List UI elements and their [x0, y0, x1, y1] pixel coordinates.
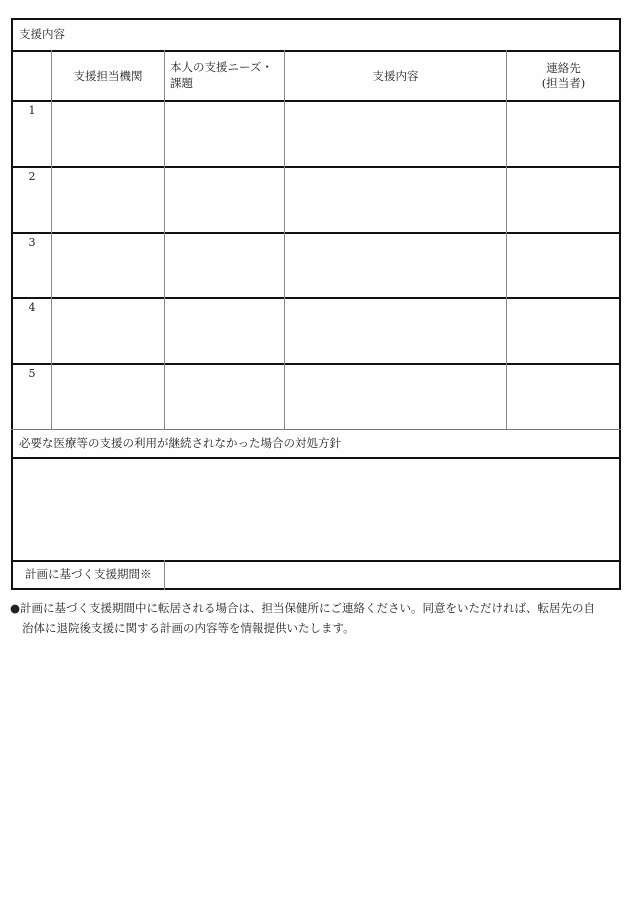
- cell-needs[interactable]: [166, 168, 283, 231]
- cell-agency[interactable]: [53, 168, 163, 231]
- cell-needs[interactable]: [166, 299, 283, 362]
- footnote: [10, 598, 622, 638]
- cell-needs[interactable]: [166, 365, 283, 428]
- cell-needs[interactable]: [166, 102, 283, 165]
- column-divider: [164, 560, 165, 590]
- header-needs-line1: 本人の支援ニーズ・: [170, 60, 273, 74]
- cell-agency[interactable]: [53, 299, 163, 362]
- row-number: 4: [28, 301, 36, 314]
- column-divider: [506, 50, 507, 429]
- footnote-line1: 計画に基づく支援期間中に転居される場合は、担当保健所にご連絡ください。同意をいただければ、転居先の自: [20, 601, 596, 615]
- header-content: 支援内容: [372, 69, 419, 83]
- period-field[interactable]: [166, 562, 619, 588]
- cell-content[interactable]: [286, 299, 505, 362]
- cell-needs[interactable]: [166, 234, 283, 296]
- divider: [11, 429, 621, 430]
- row-number: 1: [28, 104, 36, 117]
- cell-content[interactable]: [286, 102, 505, 165]
- header-contact-line1: 連絡先: [546, 61, 581, 75]
- cell-agency[interactable]: [53, 102, 163, 165]
- row-number: 5: [28, 367, 36, 380]
- header-contact-line2: (担当者): [541, 76, 586, 90]
- cell-content[interactable]: [286, 168, 505, 231]
- policy-label: 必要な医療等の支援の利用が継続されなかった場合の対処方針: [19, 436, 341, 450]
- column-divider: [164, 50, 165, 429]
- header-needs-line2: 課題: [170, 76, 193, 90]
- cell-agency[interactable]: [53, 234, 163, 296]
- cell-contact[interactable]: [508, 299, 619, 362]
- cell-contact[interactable]: [508, 102, 619, 165]
- column-divider: [284, 50, 285, 429]
- cell-contact[interactable]: [508, 234, 619, 296]
- row-number: 2: [28, 170, 36, 183]
- row-number: 3: [28, 236, 36, 249]
- period-label: 計画に基づく支援期間※: [25, 567, 152, 581]
- section-title: 支援内容: [19, 27, 65, 41]
- divider: [11, 50, 621, 52]
- cell-agency[interactable]: [53, 365, 163, 428]
- bullet-icon: ●: [10, 601, 21, 615]
- cell-content[interactable]: [286, 365, 505, 428]
- footnote-line2: 治体に退院後支援に関する計画の内容等を情報提供いたします。: [22, 621, 355, 635]
- cell-contact[interactable]: [508, 365, 619, 428]
- cell-contact[interactable]: [508, 168, 619, 231]
- policy-field[interactable]: [13, 459, 619, 559]
- header-agency: 支援担当機関: [73, 69, 143, 83]
- cell-content[interactable]: [286, 234, 505, 296]
